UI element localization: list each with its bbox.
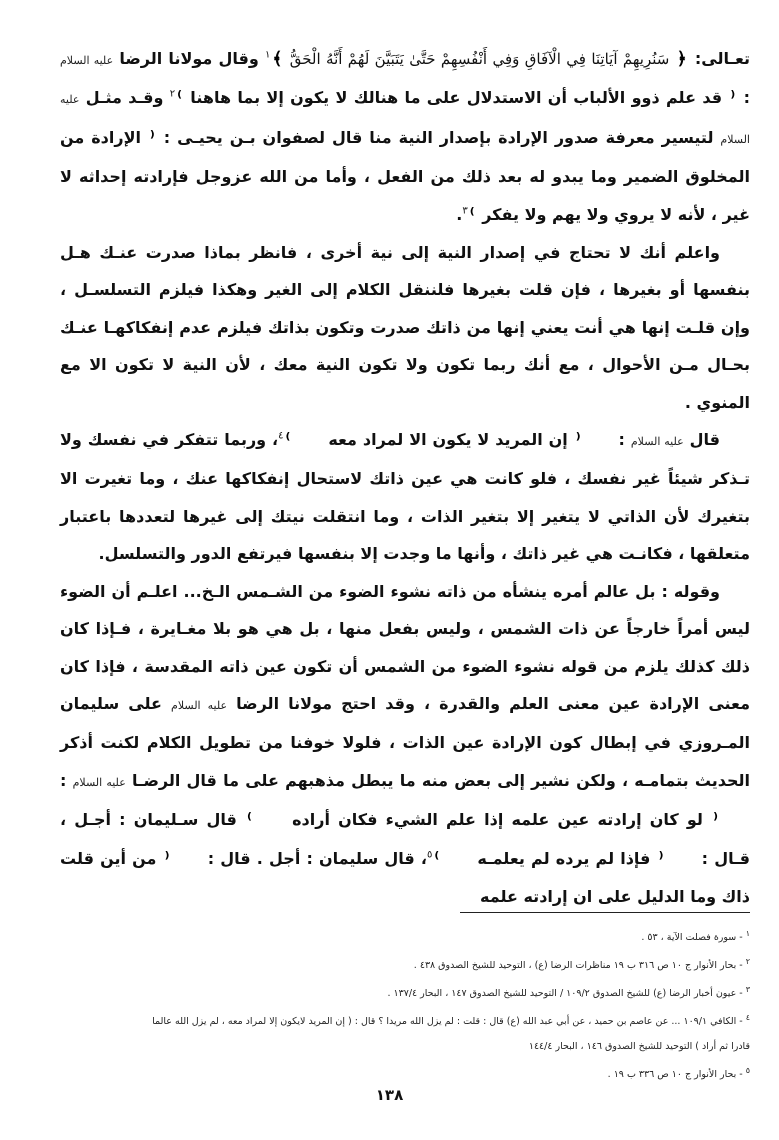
footnote-text: - سورة فصلت الآية ، ٥٣ . xyxy=(641,932,743,944)
footnote-ref: ٢ xyxy=(169,89,176,101)
text-run: : xyxy=(612,430,631,450)
footnote xyxy=(40,1035,750,1059)
footnote xyxy=(40,978,750,1006)
footnote-separator xyxy=(460,912,750,913)
quote-bracket: ⁽ xyxy=(658,848,664,869)
text-run: لتيسير معرفة صدور الإرادة بإصدار النية منا قال لصفوان بـن يحيـى : xyxy=(156,127,721,147)
quote-bracket: ⁾ xyxy=(434,848,440,869)
text-run: قال سـليمان : أجـل ، قـال : xyxy=(60,810,751,868)
footnote-ref: ٥ xyxy=(426,849,433,861)
footnote-text: - بحار الأنوار ج ١٠ ص ٣١٦ ب ١٩ مناظرات الرضا (ع) ، التوحيد للشيخ الصدوق ٤٣٨ . xyxy=(413,960,743,972)
quran-verse: سَنُرِيهِمْ آيَاتِنَا فِي الْآفَاقِ وَفِي أَنْفُسِهِمْ حَتَّىٰ يَتَبَيَّنَ لَهُمْ أَنَّهُ الْحَقُّ xyxy=(284,50,675,68)
text-run: وقوله : بل عالم أمره ينشأه من ذاته نشوء الضوء من الشـمس الـخ... اعلـم أن الضوء ليس أمراً خارجاً عن ذات الشمس ، وليس بفعل منها ، بل هي هو بلا مغـايرة ، فـإذا كان ذلك كذلك يلزم من قوله نشوء الضوء من الشمس أن تكون عين ذاته المقدسة ، فإذا كان معنى الإرادة عين معنى العلم والقدرة ، وقد احتج مولانا الرضا xyxy=(60,581,750,713)
footnote-text: - عيون أخبار الرضا (ع) للشيخ الصدوق ١٠٩/٢ / التوحيد للشيخ الصدوق ١٤٧ ، البحار ١٣٧/٤ . xyxy=(387,988,743,1000)
text-run: من أين قلت ذاك وما الدليل على ان إرادته علمه xyxy=(60,848,750,906)
quote-bracket: ﴾ xyxy=(272,49,283,69)
footnote-text: - بحار الأنوار ج ١٠ ص ٣٣٦ ب ١٩ . xyxy=(607,1068,743,1080)
footnote-ref: ١ xyxy=(264,49,271,61)
footnote xyxy=(40,1006,750,1034)
paragraph xyxy=(60,234,750,421)
text-run: واعلم أنك لا تحتاج في إصدار النية إلى نية أخرى ، فانظر بماذا صدرت عنـك هـل بنفسها أو بغيرها ، فإن قلت بغيرها فلننقل الكلام إلى الغير وهكذا فيلزم التسلسـل ، وإن قلـت إنها هي أنت يعني إنها من ذاتك صدرت وتكون بذاتك فيلزم عدم إنفكاكهـا عنـك بحـال مـن الأحوال ، مع أنك ربما تكون ولا تكون النية معك ، لأن النية لا تكون الا مع المنوي . xyxy=(60,243,750,412)
footnote-number: ٢ xyxy=(745,957,750,967)
text-run: على سليمان المـروزي في إبطال كون الإرادة عين الذات ، فلولا خوفنا من تطويل الكلام لكنت أذكر الحديث بتمامـه ، ولكن نشير إلى بعض منه ما يبطل مذهبهم على ما قال الرضـا xyxy=(60,693,751,790)
honorific: عليه السلام xyxy=(60,54,114,67)
quote-bracket: ⁽ xyxy=(149,127,155,148)
footnote-text: - الكافي ١٠٩/١ ... عن عاصم بن حميد ، عن أبي عبد الله (ع) قال : قلت : لم يزل الله مريدا ؟ قال : ( إن المريد لايكون إلا لمراد معه ، لم يزل الله عالما xyxy=(152,1016,743,1028)
footnote-ref: ٤ xyxy=(278,430,284,442)
text-run: فإذا لم يرده لم يعلمـه xyxy=(471,848,657,868)
footnote-number: ٥ xyxy=(745,1065,750,1075)
footnote xyxy=(40,950,750,978)
footnote xyxy=(40,922,750,950)
honorific: عليه السلام xyxy=(630,435,684,449)
text-run: : xyxy=(737,88,750,108)
text-run: . xyxy=(456,204,463,224)
footnote-ref: ٣ xyxy=(462,205,468,217)
main-text xyxy=(60,40,750,915)
text-run: الإرادة من المخلوق الضمير وما يبدو له بعد ذلك من الفعل ، وأما من الله عزوجل فإرادته إحداثه لا غير ، لأنه لا يروي ولا يهم ولا يفكر xyxy=(60,127,750,224)
text-run: تعـالى: xyxy=(688,49,750,68)
text-run: لو كان إرادته عين علمه إذا علم الشيء فكان أراده xyxy=(283,810,712,830)
footnote-number: ٤ xyxy=(745,1013,750,1023)
quote-bracket: ⁽ xyxy=(713,810,718,831)
text-run: قال xyxy=(683,430,721,450)
paragraph xyxy=(60,573,750,916)
quote-bracket: ⁽ xyxy=(575,430,581,451)
honorific: عليه السلام xyxy=(72,775,126,789)
text-run: ، قال سليمان : أجل . قال : xyxy=(201,848,427,868)
quote-bracket: ⁽ xyxy=(730,88,736,109)
honorific: عليه السلام xyxy=(171,698,228,712)
footnote-number: ٣ xyxy=(745,985,750,995)
paragraph xyxy=(60,421,750,573)
footnote xyxy=(40,1059,750,1087)
quote-bracket: ⁾ xyxy=(247,810,252,831)
text-run: وقـد مثـل xyxy=(79,88,170,108)
footnote-text: قادرا ثم أراد ) التوحيد للشيخ الصدوق ١٤٦ ، البحار ١٤٤/٤ xyxy=(528,1040,750,1052)
honorific: عليه السلام xyxy=(60,93,750,146)
footnotes xyxy=(40,922,750,1087)
page-number: ١٣٨ xyxy=(375,1086,404,1104)
text-run: قد علم ذوو الألباب أن الاستدلال على ما هنالك لا يكون إلا بما هاهنا xyxy=(183,88,729,108)
quote-bracket: ⁾ xyxy=(285,430,291,451)
quote-bracket: ⁾ xyxy=(469,204,475,225)
footnote-number: ١ xyxy=(745,929,750,938)
text-run: إن المريد لا يكون الا لمراد معه xyxy=(322,430,574,450)
paragraph xyxy=(60,40,750,234)
quote-bracket: ﴿ xyxy=(676,49,687,69)
quote-bracket: ⁾ xyxy=(177,88,182,109)
quote-bracket: ⁽ xyxy=(164,848,170,869)
text-run: ، وربما تتفكر في نفسك ولا تـذكر شيئاً غير نفسك ، فلو كانت هي عين ذاتك لاستحال إنفكاكها عنك ، وما تغيرت الا بتغيرك لأن الذاتي لا يتغير إلا بتغير الذات ، وما انتقلت نيتك إلى غيرها لتعددها باعتبار متعلقها ، فكانـت هي غير ذاتك ، وأنها ما وجدت إلا بنفسها فيرتفع الدور والتسلسل. xyxy=(60,430,750,564)
text-run: : xyxy=(60,770,73,790)
text-run: وقال مولانا الرضا xyxy=(113,49,265,68)
